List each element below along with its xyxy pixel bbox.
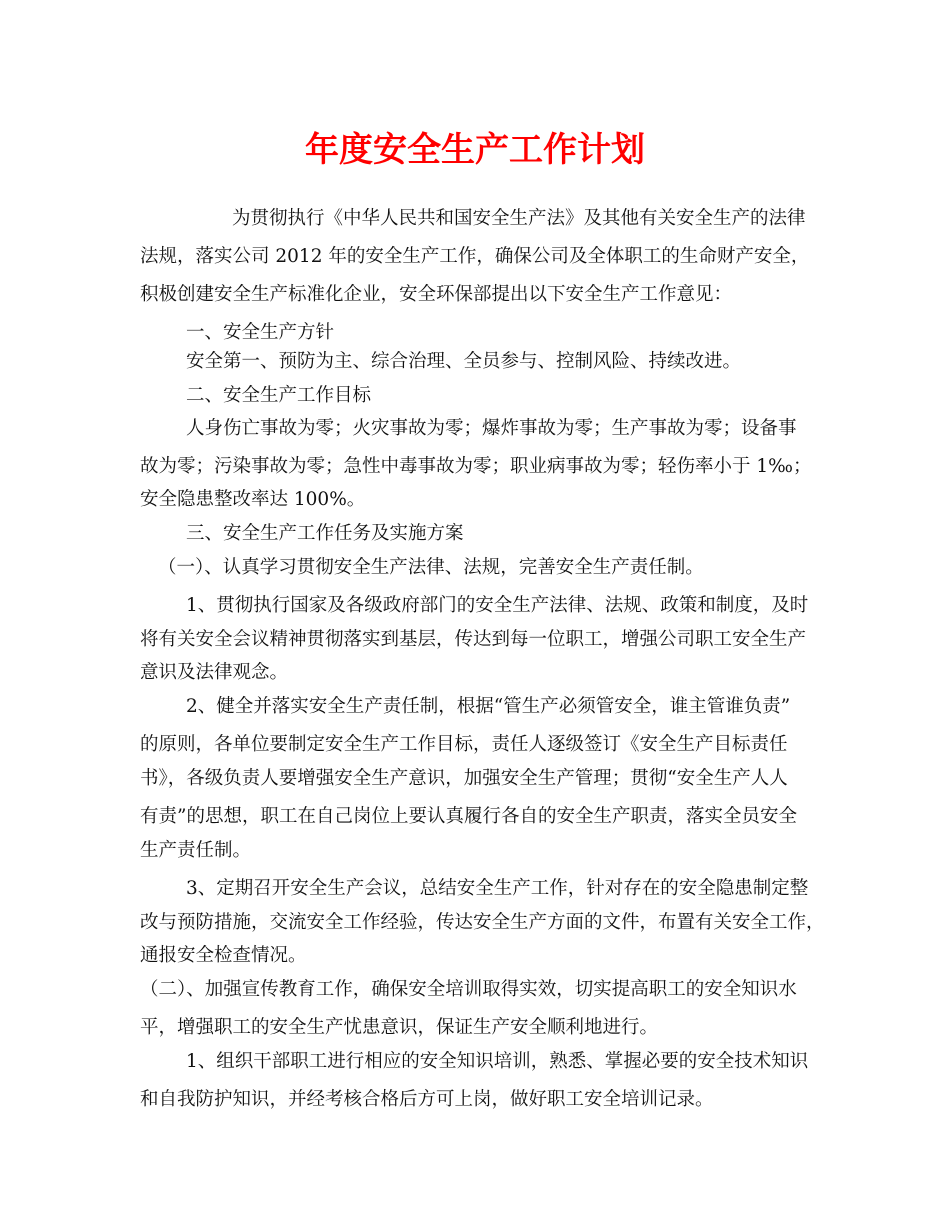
subsection-heading: （一）、认真学习贯彻安全生产法律、法规，完善安全生产责任制。 xyxy=(158,557,704,578)
paragraph-line: 有责”的思想，职工在自己岗位上要认真履行各自的安全生产职责，落实全员安全 xyxy=(140,806,797,827)
paragraph-line: 的原则，各单位要制定安全生产工作目标，责任人逐级签订《安全生产目标责任 xyxy=(140,734,788,755)
paragraph-line: 将有关安全会议精神贯彻落实到基层，传达到每一位职工，增强公司职工安全生产 xyxy=(140,629,807,650)
paragraph-line: 法规，落实公司 2012 年的安全生产工作，确保公司及全体职工的生命财产安全， xyxy=(140,246,810,267)
paragraph-line: 为贯彻执行《中华人民共和国安全生产法》及其他有关安全生产的法律 xyxy=(232,208,806,229)
paragraph-line: 1、贯彻执行国家及各级政府部门的安全生产法律、法规、政策和制度，及时 xyxy=(186,595,809,616)
paragraph-line: 通报安全检查情况。 xyxy=(140,945,307,966)
section-heading: 二、安全生产工作目标 xyxy=(186,385,372,406)
document-title: 年度安全生产工作计划 xyxy=(305,130,645,170)
paragraph-line: 改与预防措施，交流安全工作经验，传达安全生产方面的文件，布置有关安全工作， xyxy=(140,912,825,933)
paragraph-line: 生产责任制。 xyxy=(140,840,252,861)
paragraph-line: 书》，各级负责人要增强安全生产意识，加强安全生产管理；贯彻“安全生产人人 xyxy=(140,768,788,789)
paragraph-line: 平，增强职工的安全生产忧患意识，保证生产安全顺利地进行。 xyxy=(140,1017,659,1038)
subsection-heading: （二）、加强宣传教育工作，确保安全培训取得实效，切实提高职工的安全知识水 xyxy=(140,979,797,1000)
paragraph-line: 安全隐患整改率达 100%。 xyxy=(140,489,366,510)
section-heading: 三、安全生产工作任务及实施方案 xyxy=(186,523,464,544)
paragraph-line: 安全第一、预防为主、综合治理、全员参与、控制风险、持续改进。 xyxy=(186,351,742,372)
paragraph-line: 3、定期召开安全生产会议，总结安全生产工作，针对存在的安全隐患制定整 xyxy=(186,878,809,899)
paragraph-line: 意识及法律观念。 xyxy=(140,662,289,683)
paragraph-line: 积极创建安全生产标准化企业，安全环保部提出以下安全生产工作意见： xyxy=(140,284,733,305)
paragraph-line: 2、健全并落实安全生产责任制，根据“管生产必须管安全，谁主管谁负责” xyxy=(186,696,791,717)
paragraph-line: 和自我防护知识，并经考核合格后方可上岗，做好职工安全培训记录。 xyxy=(140,1089,714,1110)
paragraph-line: 1、组织干部职工进行相应的安全知识培训，熟悉、掌握必要的安全技术知识 xyxy=(186,1051,809,1072)
paragraph-line: 人身伤亡事故为零；火灾事故为零；爆炸事故为零；生产事故为零；设备事 xyxy=(186,418,797,439)
section-heading: 一、安全生产方针 xyxy=(186,322,335,343)
paragraph-line: 故为零；污染事故为零；急性中毒事故为零；职业病事故为零；轻伤率小于 1‰； xyxy=(140,456,812,477)
